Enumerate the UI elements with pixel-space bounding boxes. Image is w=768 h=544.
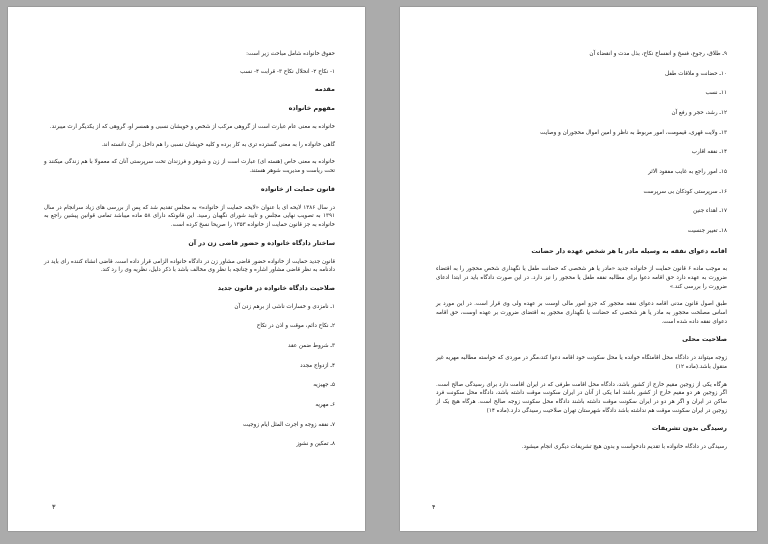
section-heading: اقامه دعوای نفقه به وسیله مادر یا هر شخص عهده دار حضانت xyxy=(531,246,727,255)
list-item: ۱۱ـ نسب xyxy=(705,90,727,97)
list-item: ۶ـ مهریه xyxy=(315,402,335,409)
paragraph: در سال ۱۳۸۶ لایحه ای با عنوان «لایحه حمایت از خانواده» به مجلس تقدیم شد که پس از بررسی های زیاد سرانجام در سال ۱۳۹۱ به تصویب نهایی مجلس و تایید شورای نگهبان رسید. این قانونکه دارای ۵۸ ماده میباشد تمامی قوانین پیشین راجع به خانواده به جز قانون حمایت از خانواده ۱۳۵۳ را صریحا نسخ کرده است. xyxy=(44,204,335,229)
list-item: ۴ـ ازدواج مجدد xyxy=(300,362,335,369)
section-heading: صلاحیت محلی xyxy=(682,335,727,344)
section-heading: صلاحیت دادگاه خانواده در قانون جدید xyxy=(217,283,335,292)
list-item: ۱۰ـ حضانت و ملاقات طفل xyxy=(664,70,727,77)
list-item: ۹ـ طلاق، رجوع، فسخ و انفساخ نکاح، بذل مدت و انقضاء آن xyxy=(589,51,727,57)
paragraph: ۱- نکاح ۲- انحلال نکاح ۳- قرابت ۴- نسب xyxy=(240,68,335,75)
list-item: ۸ـ تمکین و نشوز xyxy=(296,441,335,448)
page-number: ۴ xyxy=(432,503,436,511)
list-item: ۱۵ـ امور راجع به غایب مفقود الاثر xyxy=(648,168,727,175)
list-item: ۱۴ـ نفقه اقارب xyxy=(691,149,727,156)
paragraph: زوجه میتواند در دادگاه محل اقامتگاه خوانده یا محل سکونت خود اقامه دعوا کند،مگر در موردی که خواسته مطالبه مهریه غیر منقول باشد.(ماده ۱۲) xyxy=(436,355,727,370)
paragraph: خانواده به معنی خاص (هسته ای) عبارت است از زن و شوهر و فرزندان تحت سرپرستی آنان که معمولا با هم زندگی میکنند و تحت ریاست و مدیریت شوهر هستند. xyxy=(44,159,335,175)
section-heading: رسیدگی بدون تشریفات xyxy=(651,424,727,433)
list-item: ۷ـ نفقه زوجه و اجرت المثل ایام زوجیت xyxy=(243,421,335,428)
paragraph: به موجب ماده ۶ قانون حمایت از خانواده جدید «مادر یا هر شخصی که حضانت طفل یا نگهداری شخص محجور را به اقتضاء ضرورت به عهده دارد حق اقامه دعوا برای مطالبه نفقه طفل یا محجور را نیز دارد. در این صورت دادگاه باید در ابتدا ادعای ضرورت را بررسی کند.» xyxy=(436,266,728,290)
list-item: ۱۷ـ اهداء جنین xyxy=(693,208,727,215)
page-number: ۳ xyxy=(52,503,56,511)
list-item: ۱۸ـ تغییر جنسیت xyxy=(687,227,727,234)
section-heading: مفهوم خانواده xyxy=(288,104,335,113)
section-heading: مقدمه xyxy=(314,85,335,94)
list-item: ۲ـ نکاح دائم، موقت و اذن در نکاح xyxy=(256,323,335,330)
paragraph: حقوق خانواده شامل مباحث زیر است: xyxy=(246,51,335,57)
list-item: ۳ـ شروط ضمن عقد xyxy=(288,343,335,350)
document-page-left xyxy=(8,7,365,531)
page-text-content xyxy=(44,50,335,460)
page-text-content xyxy=(436,50,727,461)
list-item: ۱۳ـ ولایت قهری، قیمومت، امور مربوط به ناظر و امین اموال محجوران و وصایت xyxy=(540,129,727,136)
paragraph: قانون جدید حمایت از خانواده حضور قاضی مشاور زن در دادگاه خانواده الزامی قرار داده است. قاضی انشاء کننده رای باید در دادنامه به نظر قاضی مشاور اشاره و چنانچه با نظر وی مخالف باشد با ذکر دلیل، نظریه وی را رد کند. xyxy=(44,258,335,274)
document-page-right xyxy=(400,7,757,531)
paragraph: هرگاه یکی از زوجین مقیم خارج از کشور باشد، دادگاه محل اقامت طرفی که در ایران اقامت دارد برای رسیدگی صالح است. اگر زوجین هر دو مقیم خارج از کشور باشند اما یکی از آنان در ایران سکونت موقت داشته باشد، دادگاه محل سکونت فرد ساکن در ایران و اگر هر دو در ایران سکونت موقت داشته باشند دادگاه محل سکونت زوجه صالح است. هرگاه هیچ یک از زوجین در ایران سکونت موقت هم نداشته باشد دادگاه شهرستان تهران صلاحیت رسیدگی دارد.(ماده ۱۴) xyxy=(436,381,727,414)
paragraph: خانواده به معنی عام عبارت است از گروهی مرکب از شخص و خویشان نسبی و همسر او، گروهی که از یکدیگر ارث میبرند. xyxy=(49,124,335,131)
section-heading: ساختار دادگاه خانواده و حضور قاضی زن در آن xyxy=(188,238,335,247)
section-heading: قانون حمایت از خانواده xyxy=(260,184,335,193)
paragraph: گاهی خانواده را به معنی گسترده تری به کار برده و کلیه خویشان نسبی را هم داخل در آن دانسته اند. xyxy=(101,141,335,148)
list-item: ۵ـ جهیزیه xyxy=(313,382,335,389)
paragraph: طبق اصول قانون مدنی اقامه دعوای نفقه محجور که جزو امور مالی اوست بر عهده ولی وی قرار است. در این مورد بر اساس مصلحت محجور به مادر یا هر شخصی که حضانت یا نگهداری محجور به اقتضای ضرورت بر عهده اوست، حق اقامه دعوای نفقه داده شده است. xyxy=(436,301,727,325)
list-item: ۱ـ نامزدی و خسارات ناشی از برهم زدن آن xyxy=(234,303,335,310)
list-item: ۱۶ـ سرپرستی کودکان بی سرپرست xyxy=(643,188,727,195)
paragraph: رسیدگی در دادگاه خانواده با تقدیم دادخواست و بدون هیچ تشریفات دیگری انجام میشود. xyxy=(521,444,727,451)
list-item: ۱۲ـ رشد، حجر و رفع آن xyxy=(671,109,727,116)
